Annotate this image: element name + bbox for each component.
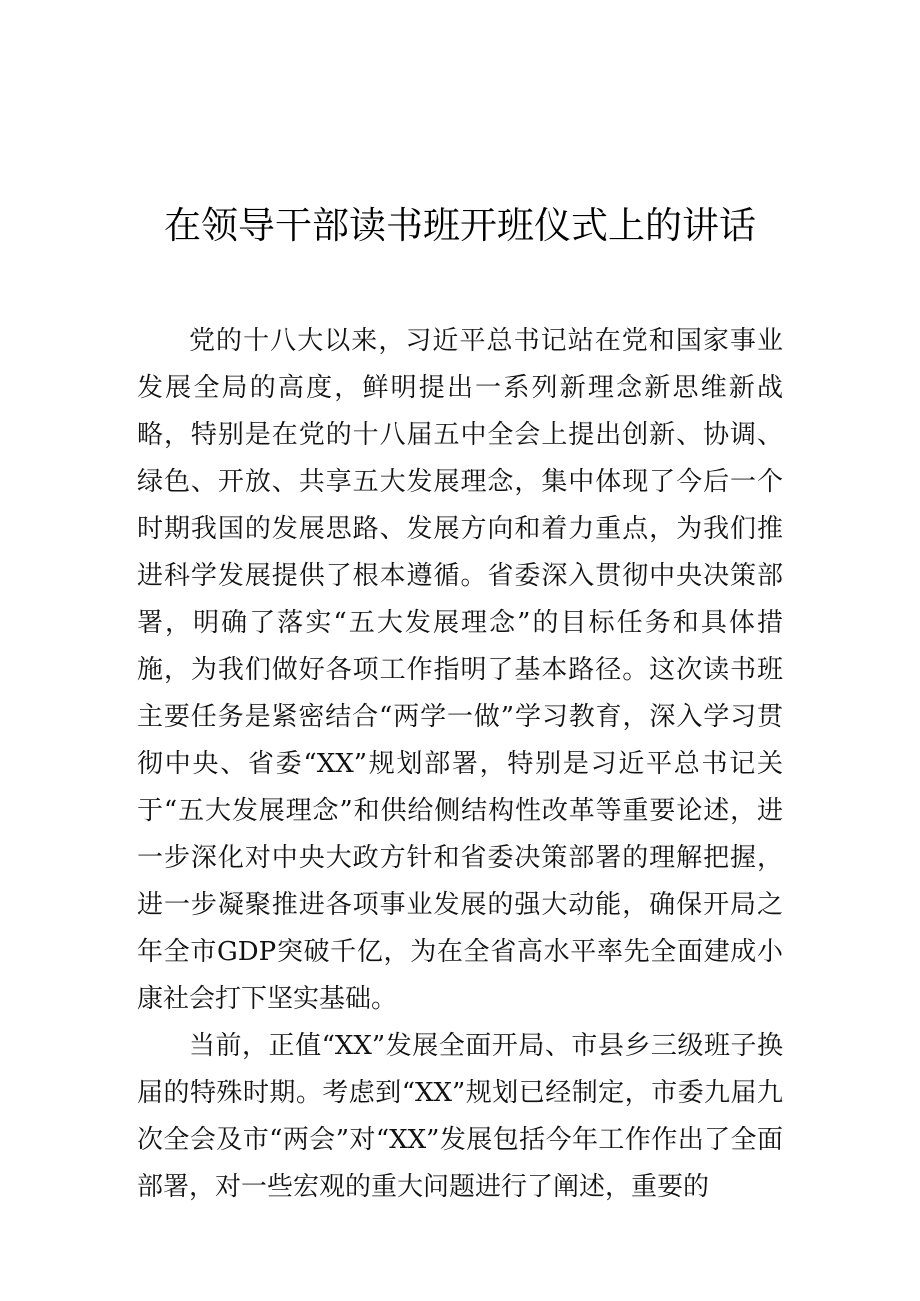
- document-title: 在领导干部读书班开班仪式上的讲话: [164, 204, 756, 247]
- paragraph-1: 党的十八大以来，习近平总书记站在党和国家事业发展全局的高度，鲜明提出一系列新理念新思维新战略，特别是在党的十八届五中全会上提出创新、协调、绿色、开放、共享五大发展理念，集中体现了今后一个时期我国的发展思路、发展方向和着力重点，为我们推进科学发展提供了根本遵循。省委深入贯彻中央决策部署，明确了落实“五大发展理念”的目标任务和具体措施，为我们做好各项工作指明了基本路径。这次读书班主要任务是紧密结合“两学一做”学习教育，深入学习贯彻中央、省委“XX”规划部署，特别是习近平总书记关于“五大发展理念”和供给侧结构性改革等重要论述，进一步深化对中央大政方针和省委决策部署的理解把握，进一步凝聚推进各项事业发展的强大动能，确保开局之年全市GDP突破千亿，为在全省高水平率先全面建成小康社会打下坚实基础。: [137, 326, 783, 1014]
- document-body: [137, 318, 783, 1211]
- paragraph-2: 当前，正值“XX”发展全面开局、市县乡三级班子换届的特殊时期。考虑到“XX”规划已经制定，市委九届九次全会及市“两会”对“XX”发展包括今年工作作出了全面部署，对一些宏观的重大问题进行了阐述，重要的: [137, 1031, 783, 1202]
